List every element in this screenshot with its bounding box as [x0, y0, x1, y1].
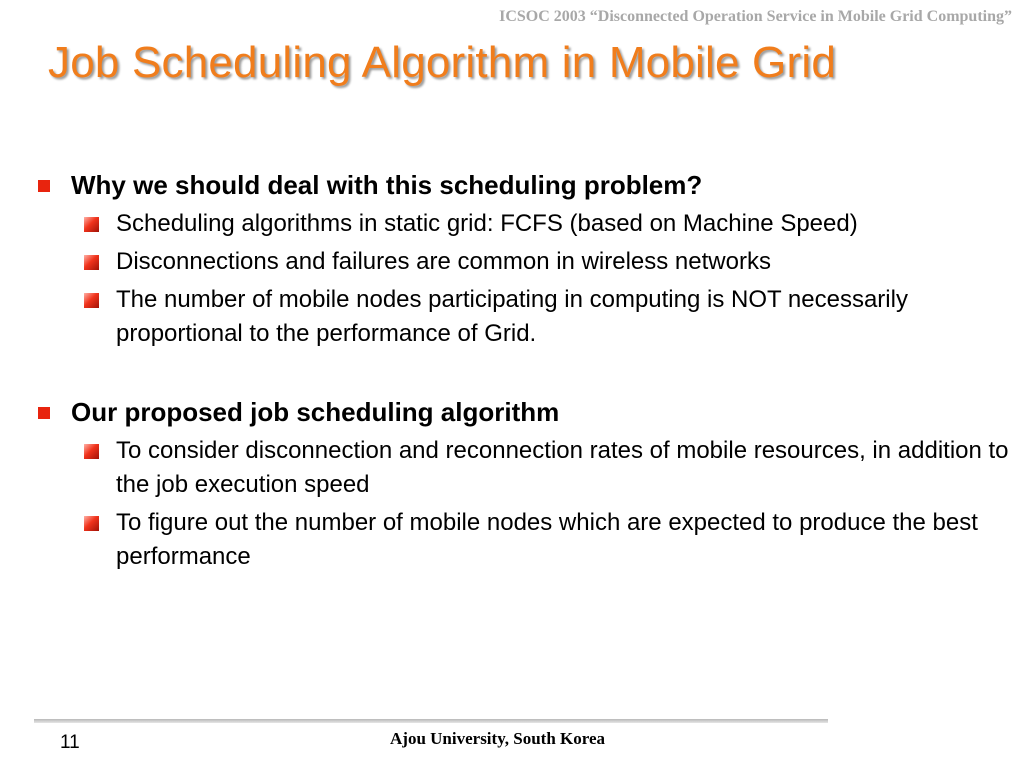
bullet-text: Why we should deal with this scheduling problem? — [71, 170, 703, 200]
square-bullet-icon — [84, 255, 99, 270]
slide-content — [36, 166, 1011, 578]
square-bullet-icon — [84, 217, 99, 232]
square-bullet-icon — [84, 293, 99, 308]
square-bullet-icon — [84, 444, 99, 459]
sub-bullet-item — [36, 283, 1011, 351]
slide-title: Job Scheduling Algorithm in Mobile Grid — [48, 38, 836, 87]
sub-bullet-text: Scheduling algorithms in static grid: FCFS (based on Machine Speed) — [116, 210, 858, 237]
sub-bullet-item — [36, 207, 1011, 241]
square-bullet-icon — [38, 180, 50, 192]
footer-divider — [34, 719, 828, 723]
conference-header-note: ICSOC 2003 “Disconnected Operation Service in Mobile Grid Computing” — [499, 8, 1012, 25]
sub-bullet-list — [36, 207, 1011, 351]
sub-bullet-text: To figure out the number of mobile nodes which are expected to produce the best performance — [116, 509, 978, 570]
sub-bullet-item — [36, 506, 1011, 574]
sub-bullet-item — [36, 245, 1011, 279]
bullet-spacer — [36, 355, 1011, 393]
square-bullet-icon — [38, 407, 50, 419]
square-bullet-icon — [84, 516, 99, 531]
bullet-item — [36, 393, 1011, 431]
sub-bullet-text: Disconnections and failures are common in wireless networks — [116, 248, 771, 275]
sub-bullet-text: To consider disconnection and reconnection rates of mobile resources, in addition to the job execution speed — [116, 437, 1009, 498]
bullet-text: Our proposed job scheduling algorithm — [71, 397, 560, 427]
bullet-item — [36, 166, 1011, 204]
sub-bullet-item — [36, 434, 1011, 502]
sub-bullet-text: The number of mobile nodes participating in computing is NOT necessarily proportional to the performance of Grid. — [116, 286, 908, 347]
sub-bullet-list — [36, 434, 1011, 574]
footer-institution: Ajou University, South Korea — [390, 729, 606, 748]
page-number: 11 — [60, 732, 80, 753]
